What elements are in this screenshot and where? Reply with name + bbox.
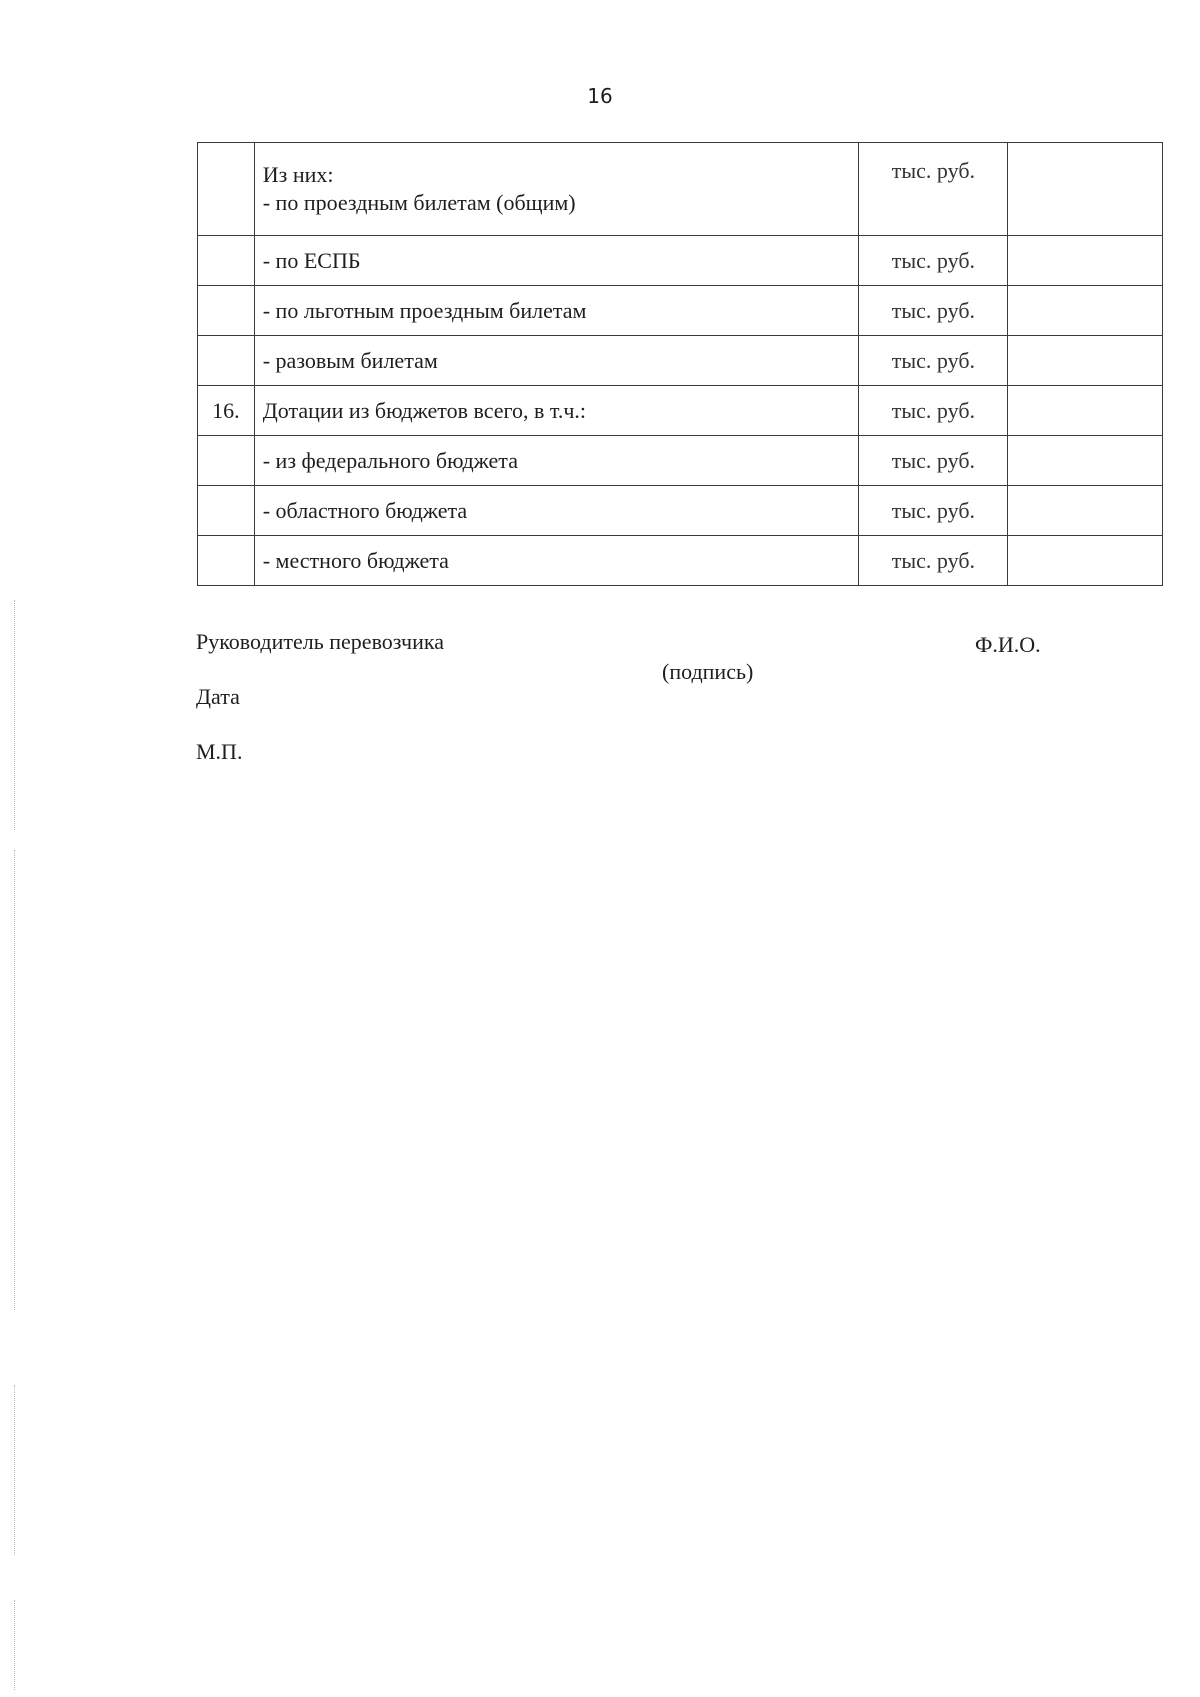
table-row (198, 336, 1163, 386)
row-number-cell (198, 486, 255, 536)
row-name-line: - из федерального бюджета (262, 447, 518, 473)
row-name-line: - областного бюджета (262, 497, 468, 523)
table-row (198, 143, 1163, 236)
row-name-cell (254, 536, 859, 586)
row-number-cell (198, 436, 255, 486)
row-name-line: - по проездным билетам (общим) (262, 190, 576, 215)
table-row (198, 486, 1163, 536)
row-number-cell (198, 236, 255, 286)
row-unit-cell: тыс. руб. (859, 143, 1008, 236)
signature-label: (подпись) (662, 659, 754, 684)
stamp-label: М.П. (196, 739, 243, 764)
row-name-line: - разовым билетам (262, 347, 438, 373)
table-row (198, 386, 1163, 436)
row-number-cell (198, 286, 255, 336)
page-number: 16 (587, 84, 613, 108)
row-number-cell (198, 336, 255, 386)
row-unit-cell: тыс. руб. (859, 486, 1008, 536)
row-value-cell (1008, 536, 1163, 586)
row-value-cell (1008, 143, 1163, 236)
scan-edge-mark (14, 850, 15, 1310)
row-name-line: - по льготным проездным билетам (262, 297, 587, 323)
row-number-cell: 16. (198, 386, 255, 436)
row-name-line: - по ЕСПБ (262, 247, 361, 273)
scan-edge-mark (14, 1600, 15, 1690)
row-number-cell (198, 143, 255, 236)
fio-label: Ф.И.О. (975, 632, 1041, 657)
row-unit-cell: тыс. руб. (859, 536, 1008, 586)
row-value-cell (1008, 486, 1163, 536)
row-value-cell (1008, 236, 1163, 286)
date-label: Дата (196, 684, 240, 709)
row-value-cell (1008, 336, 1163, 386)
row-number-cell (198, 536, 255, 586)
row-name-cell (254, 236, 859, 286)
row-name-cell (254, 143, 859, 236)
scan-edge-mark (14, 1385, 15, 1555)
carrier-head-label: Руководитель перевозчика (196, 629, 445, 654)
scan-edge-mark (14, 600, 15, 830)
row-name-line: - местного бюджета (262, 547, 449, 573)
row-name-line: Дотации из бюджетов всего, в т.ч.: (262, 397, 587, 423)
row-value-cell (1008, 386, 1163, 436)
row-value-cell (1008, 286, 1163, 336)
table-row (198, 236, 1163, 286)
report-table (197, 142, 1163, 586)
row-name-line: Из них: (262, 162, 334, 187)
row-name-cell (254, 386, 859, 436)
row-unit-cell: тыс. руб. (859, 286, 1008, 336)
row-unit-cell: тыс. руб. (859, 236, 1008, 286)
row-unit-cell: тыс. руб. (859, 336, 1008, 386)
table-row (198, 436, 1163, 486)
row-unit-cell: тыс. руб. (859, 436, 1008, 486)
row-unit-cell: тыс. руб. (859, 386, 1008, 436)
row-name-cell (254, 486, 859, 536)
table-row (198, 286, 1163, 336)
row-value-cell (1008, 436, 1163, 486)
table-row (198, 536, 1163, 586)
row-name-cell (254, 436, 859, 486)
row-name-cell (254, 286, 859, 336)
row-name-cell (254, 336, 859, 386)
